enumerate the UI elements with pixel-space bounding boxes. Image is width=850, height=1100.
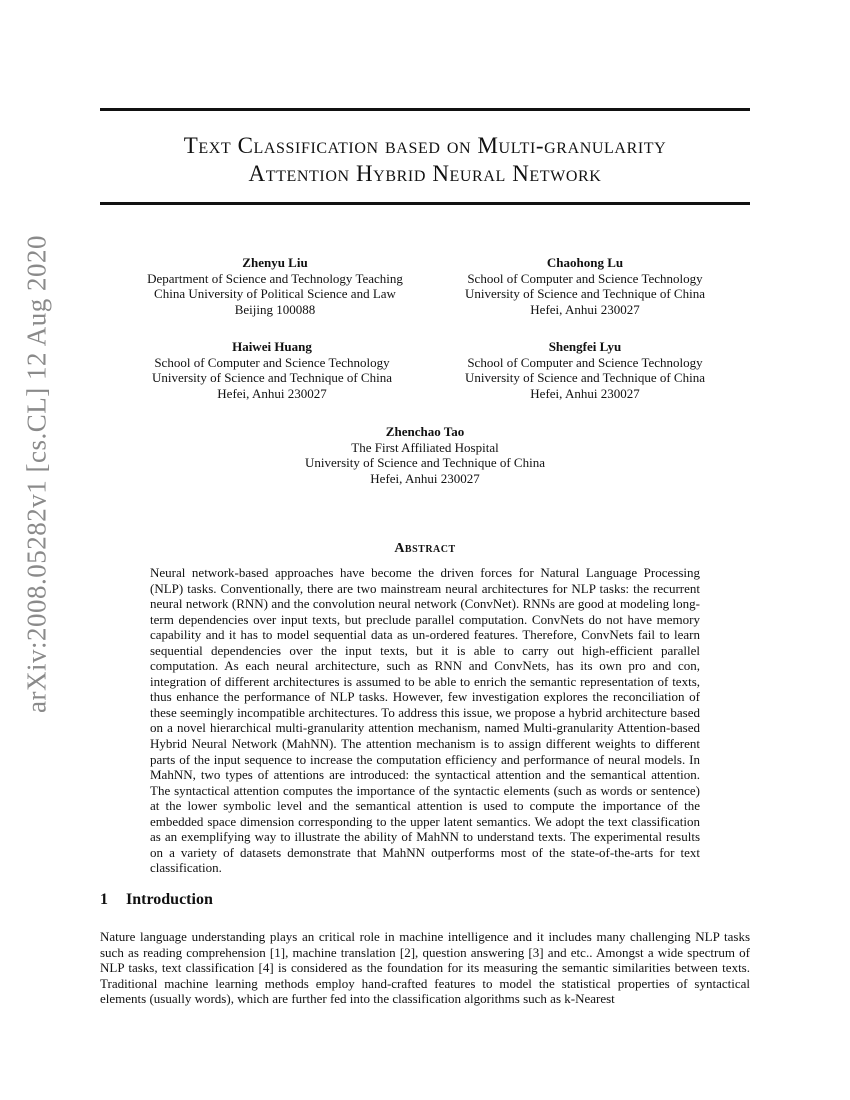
introduction-paragraph: Nature language understanding plays an critical role in machine intelligence and it includes many challenging NLP tasks such as reading comprehension [1], machine translation [2], question answering [3] and etc.. Amongst a wide spectrum of NLP tasks, text classification [4] is considered as the foundation for its measuring the semantic similarities between texts. Traditional machine learning methods employ hand-crafted features to model the statistical properties of syntactical elements (usually words), which are further fed into the classification algorithms such as k-Nearest	[100, 929, 750, 1007]
section-title: Introduction	[126, 891, 213, 908]
author-affiliation-line: Department of Science and Technology Teaching	[147, 270, 403, 286]
author-affiliation-line: University of Science and Technique of China	[304, 455, 545, 470]
author-block-zhenchao-tao	[275, 424, 575, 486]
paper-title-line-1: Text Classification based on Multi-granularity	[183, 133, 667, 158]
author-name: Chaohong Lu	[546, 255, 624, 270]
author-affiliation-line: Beijing 100088	[234, 301, 316, 317]
author-affiliation-line: The First Affiliated Hospital	[351, 439, 499, 455]
abstract-heading: Abstract	[394, 541, 456, 556]
author-name: Zhenchao Tao	[385, 424, 465, 439]
author-affiliation-line: University of Science and Technique of China	[464, 286, 705, 301]
paper-title-line-2: Attention Hybrid Neural Network	[248, 161, 602, 186]
section-heading-introduction	[100, 891, 750, 909]
author-affiliation-line: University of Science and Technique of China	[464, 370, 705, 385]
paper-title	[100, 132, 750, 188]
author-affiliation-line: Hefei, Anhui 230027	[530, 385, 640, 401]
author-name: Haiwei Huang	[232, 339, 312, 354]
author-affiliation-line: China University of Political Science and Law	[154, 286, 396, 301]
author-affiliation-line: Hefei, Anhui 230027	[217, 385, 327, 401]
author-affiliation-line: School of Computer and Science Technology	[467, 270, 703, 286]
author-block-shengfei-lyu	[440, 339, 730, 401]
author-affiliation-line: School of Computer and Science Technology	[154, 354, 390, 370]
arxiv-identifier-stamp: arXiv:2008.05282v1 [cs.CL] 12 Aug 2020	[21, 235, 52, 713]
author-affiliation-line: Hefei, Anhui 230027	[530, 301, 640, 317]
author-name: Shengfei Lyu	[548, 339, 622, 354]
abstract-text: Neural network-based approaches have become the driven forces for Natural Language Processing (NLP) tasks. Conventionally, there are two mainstream neural architectures for NLP tasks: the recurrent neural network (RNN) and the convolution neural network (ConvNet). RNNs are good at modeling long-term dependencies over input texts, but preclude parallel computation. ConvNets do not have memory capability and it has to model sequential data as un-ordered features. Therefore, ConvNets fail to learn sequential dependencies over the input texts, but it is able to carry out high-efficient parallel computation. As each neural architecture, such as RNN and ConvNets, has its own pro and con, integration of different architectures is assumed to be able to enrich the semantic representation of texts, thus enhance the performance of NLP tasks. However, few investigation explores the reconciliation of these seemingly incompatible architectures. To address this issue, we propose a hybrid architecture based on a novel hierarchical multi-granularity attention mechanism, named Multi-granularity Attention-based Hybrid Neural Network (MahNN). The attention mechanism is to assign different weights to different parts of the input sequence to increase the computation efficiency and performance of neural models. In MahNN, two types of attentions are introduced: the syntactical attention and the semantical attention. The syntactical attention computes the importance of the syntactic elements (such as words or sentence) at the lower symbolic level and the semantical attention is used to compute the importance of the embedded space dimension corresponding to the upper latent semantics. We adopt the text classification as an exemplifying way to illustrate the ability of MahNN to understand texts. The experimental results on a variety of datasets demonstrate that MahNN outperforms most of the state-of-the-arts for text classification.	[150, 565, 700, 876]
author-block-chaohong-lu	[440, 255, 730, 317]
title-bottom-rule	[100, 202, 750, 205]
section-number: 1	[100, 891, 108, 908]
author-affiliation-line: University of Science and Technique of China	[151, 370, 392, 385]
author-affiliation-line: Hefei, Anhui 230027	[370, 470, 480, 486]
title-top-rule	[100, 108, 750, 111]
author-block-zhenyu-liu	[130, 255, 420, 317]
author-block-haiwei-huang	[130, 339, 414, 401]
author-name: Zhenyu Liu	[242, 255, 308, 270]
author-affiliation-line: School of Computer and Science Technology	[467, 354, 703, 370]
